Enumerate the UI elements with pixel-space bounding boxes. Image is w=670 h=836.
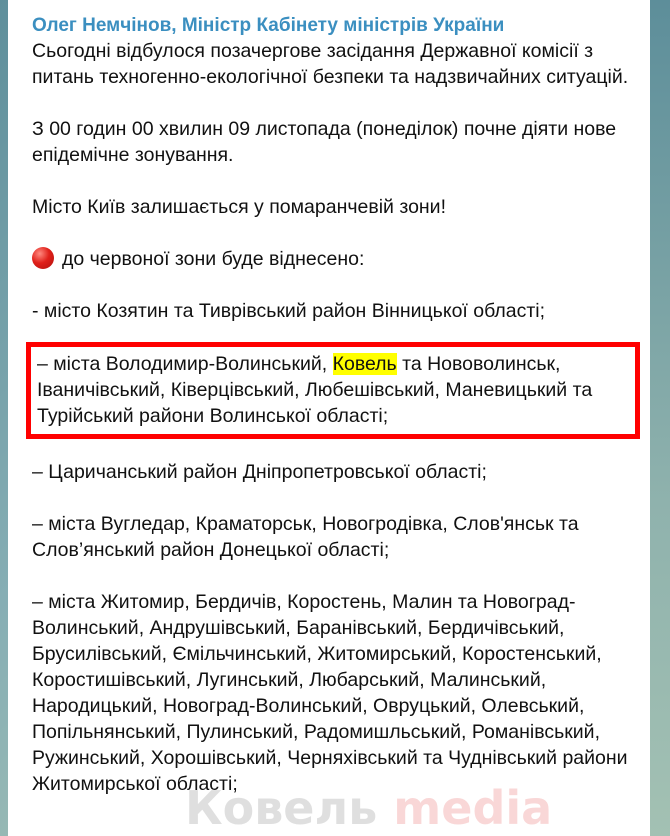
message-paragraph-7: – Царичанський район Дніпропетровської області; [32,461,487,483]
paragraph-gap [32,220,636,246]
message-paragraph-2: З 00 годин 00 хвилин 09 листопада (понеділок) почне діяти нове епідемічне зонування. [32,118,617,166]
chat-background-edge [650,0,670,836]
message-author[interactable]: Олег Немчінов, Міністр Кабінету міністрів України [32,15,505,36]
framed-text-before: – міста Володимир-Волинський, [37,353,333,375]
red-zone-heading: до червоної зони буде віднесено: [62,248,365,270]
paragraph-gap [32,90,636,116]
message-paragraph-1: Сьогодні відбулося позачергове засідання Державної комісії з питань техногенно-екологічної безпеки та надзвичайних ситуацій. [32,40,629,88]
message-paragraph-9: – міста Житомир, Бердичів, Коростень, Малин та Новоград-Волинський, Андрушівський, Баранівський, Бердичівський, Брусилівський, Ємільчинський, Житомирський, Коростенський, Коростишівський, Лугинський, Любарський, Малинський, Народицький, Новоград-Волинський, Овруцький, Олевський, Попільнянський, Пулинський, Радомишльський, Романівський, Ружинський, Хорошівський, Черняхівський та Чуднівський райони Житомирської області; [32,591,628,795]
paragraph-gap [32,272,636,298]
message-paragraph-6 [37,351,635,429]
message-paragraph-5: - місто Козятин та Тиврівський район Вінницької області; [32,300,546,322]
paragraph-gap [32,168,636,194]
paragraph-gap [32,439,636,459]
message-paragraph-4 [32,246,636,272]
red-circle-icon [32,247,54,269]
watermark-part-1: Ковель [185,781,378,835]
framed-text-after: та Нововолинськ, Іваничівський, Ківерцівський, Любешівський, Маневицький та Турійський райони Волинської області; [37,353,593,427]
paragraph-gap [32,485,636,511]
watermark-part-2: media [377,781,553,835]
red-highlight-frame [26,342,640,439]
message-paragraph-8: – міста Вугледар, Краматорськ, Новогродівка, Слов'янськ та Слов’янський район Донецької області; [32,513,579,561]
highlighted-city: Ковель [332,353,397,375]
message-paragraph-3: Місто Київ залишається у помаранчевій зони! [32,196,446,218]
paragraph-gap [32,324,636,342]
message-bubble [8,0,650,836]
paragraph-gap [32,563,636,589]
